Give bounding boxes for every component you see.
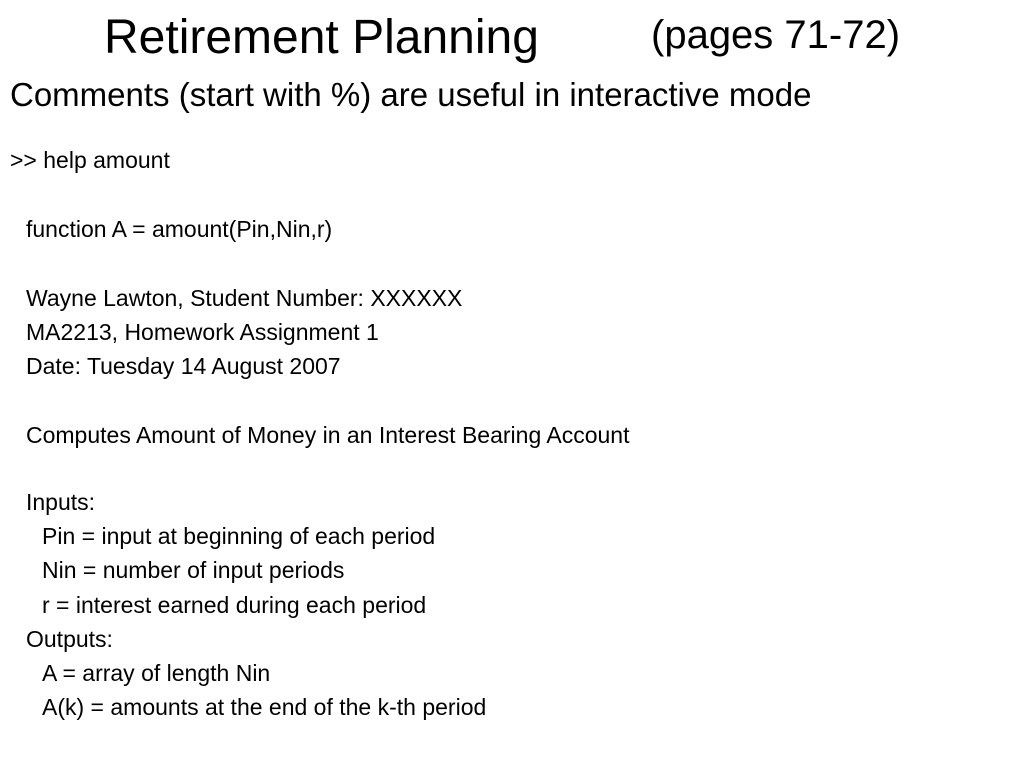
- input-item-pin: Pin = input at beginning of each period: [42, 523, 436, 549]
- date-line: Date: Tuesday 14 August 2007: [26, 353, 341, 379]
- inputs-heading: Inputs:: [26, 489, 96, 515]
- input-item-r: r = interest earned during each period: [42, 592, 427, 618]
- description-line: Computes Amount of Money in an Interest Bearing Account: [26, 422, 630, 448]
- slide-subtitle: Comments (start with %) are useful in interactive mode: [10, 76, 812, 113]
- input-item-nin: Nin = number of input periods: [42, 557, 345, 583]
- output-item-ak: A(k) = amounts at the end of the k-th period: [42, 694, 487, 720]
- function-signature: function A = amount(Pin,Nin,r): [26, 216, 333, 242]
- author-line: Wayne Lawton, Student Number: XXXXXX: [26, 285, 463, 311]
- output-item-a: A = array of length Nin: [42, 660, 271, 686]
- slide-title: Retirement Planning: [104, 11, 539, 64]
- page-reference: (pages 71-72): [651, 13, 901, 57]
- outputs-heading: Outputs:: [26, 626, 113, 652]
- course-line: MA2213, Homework Assignment 1: [26, 319, 379, 345]
- command-line: >> help amount: [10, 147, 170, 173]
